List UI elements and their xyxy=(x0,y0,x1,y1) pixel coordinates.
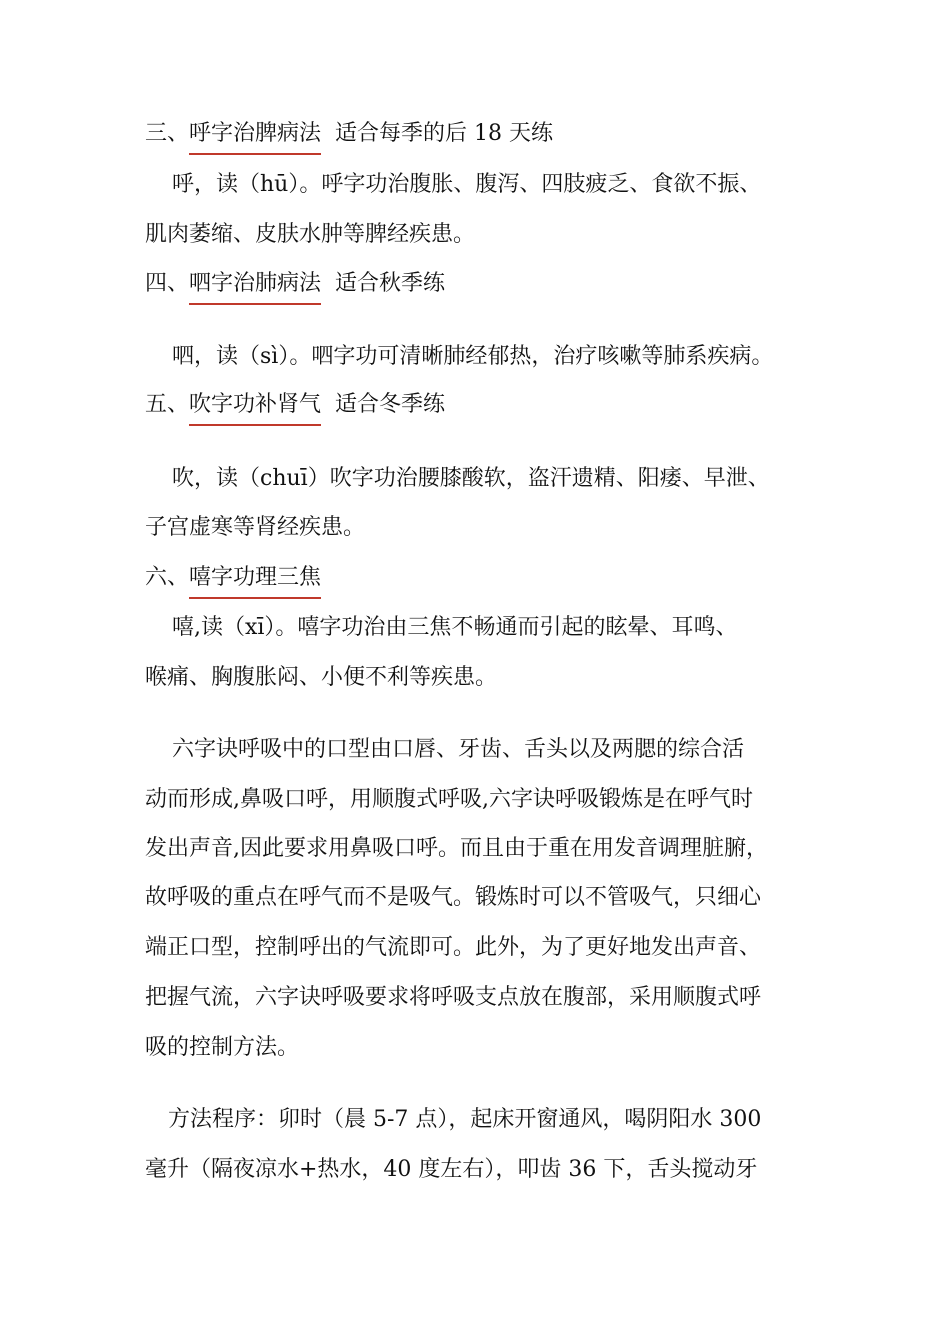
method-line: 毫升（隔夜凉水+热水，40 度左右），叩齿 36 下，舌头搅动牙 xyxy=(145,1157,758,1182)
section-note: 适合冬季练 xyxy=(335,392,446,417)
section-title: 呼字治脾病法 xyxy=(189,119,321,155)
section-title: 呬字治肺病法 xyxy=(189,269,321,305)
section-note: 适合秋季练 xyxy=(335,271,446,296)
body-line: 呼，读（hū）。呼字功治腹胀、腹泻、四肢疲乏、食欲不振、 xyxy=(172,172,762,197)
paragraph-line: 端正口型，控制呼出的气流即可。此外，为了更好地发出声音、 xyxy=(145,935,762,960)
section-title: 嘻字功理三焦 xyxy=(189,563,321,599)
paragraph-line: 发出声音,因此要求用鼻吸口呼。而且由于重在用发音调理脏腑， xyxy=(145,836,768,861)
method-line: 方法程序：卯时（晨 5-7 点），起床开窗通风，喝阴阳水 300 xyxy=(168,1107,762,1132)
paragraph-line: 吸的控制方法。 xyxy=(145,1035,300,1060)
section-title: 吹字功补肾气 xyxy=(189,390,321,426)
paragraph-line: 故呼吸的重点在呼气而不是吸气。锻炼时可以不管吸气，只细心 xyxy=(145,885,762,910)
body-line: 肌肉萎缩、皮肤水肿等脾经疾患。 xyxy=(145,222,476,247)
section-heading xyxy=(145,390,445,426)
section-note: 适合每季的后 18 天练 xyxy=(335,121,554,146)
paragraph-line: 六字诀呼吸中的口型由口唇、牙齿、舌头以及两腮的综合活 xyxy=(172,737,745,762)
section-heading xyxy=(145,119,553,155)
body-line: 嘻,读（xī）。嘻字功治由三焦不畅通而引起的眩晕、耳鸣、 xyxy=(172,615,738,640)
body-line: 子宫虚寒等肾经疾患。 xyxy=(145,515,366,540)
body-line: 吹，读（chuī）吹字功治腰膝酸软，盗汗遗精、阳痿、早泄、 xyxy=(172,466,770,491)
section-number: 三、 xyxy=(145,121,190,146)
section-heading xyxy=(145,563,321,599)
section-number: 六、 xyxy=(145,565,190,590)
paragraph-line: 把握气流，六字诀呼吸要求将呼吸支点放在腹部，采用顺腹式呼 xyxy=(145,985,762,1010)
body-line: 喉痛、胸腹胀闷、小便不利等疾患。 xyxy=(145,665,498,690)
section-heading xyxy=(145,269,445,305)
paragraph-line: 动而形成,鼻吸口呼，用顺腹式呼吸,六字诀呼吸锻炼是在呼气时 xyxy=(145,787,753,812)
body-line: 呬，读（sì）。呬字功可清晰肺经郁热，治疗咳嗽等肺系疾病。 xyxy=(172,344,774,369)
section-number: 五、 xyxy=(145,392,190,417)
section-number: 四、 xyxy=(145,271,190,296)
